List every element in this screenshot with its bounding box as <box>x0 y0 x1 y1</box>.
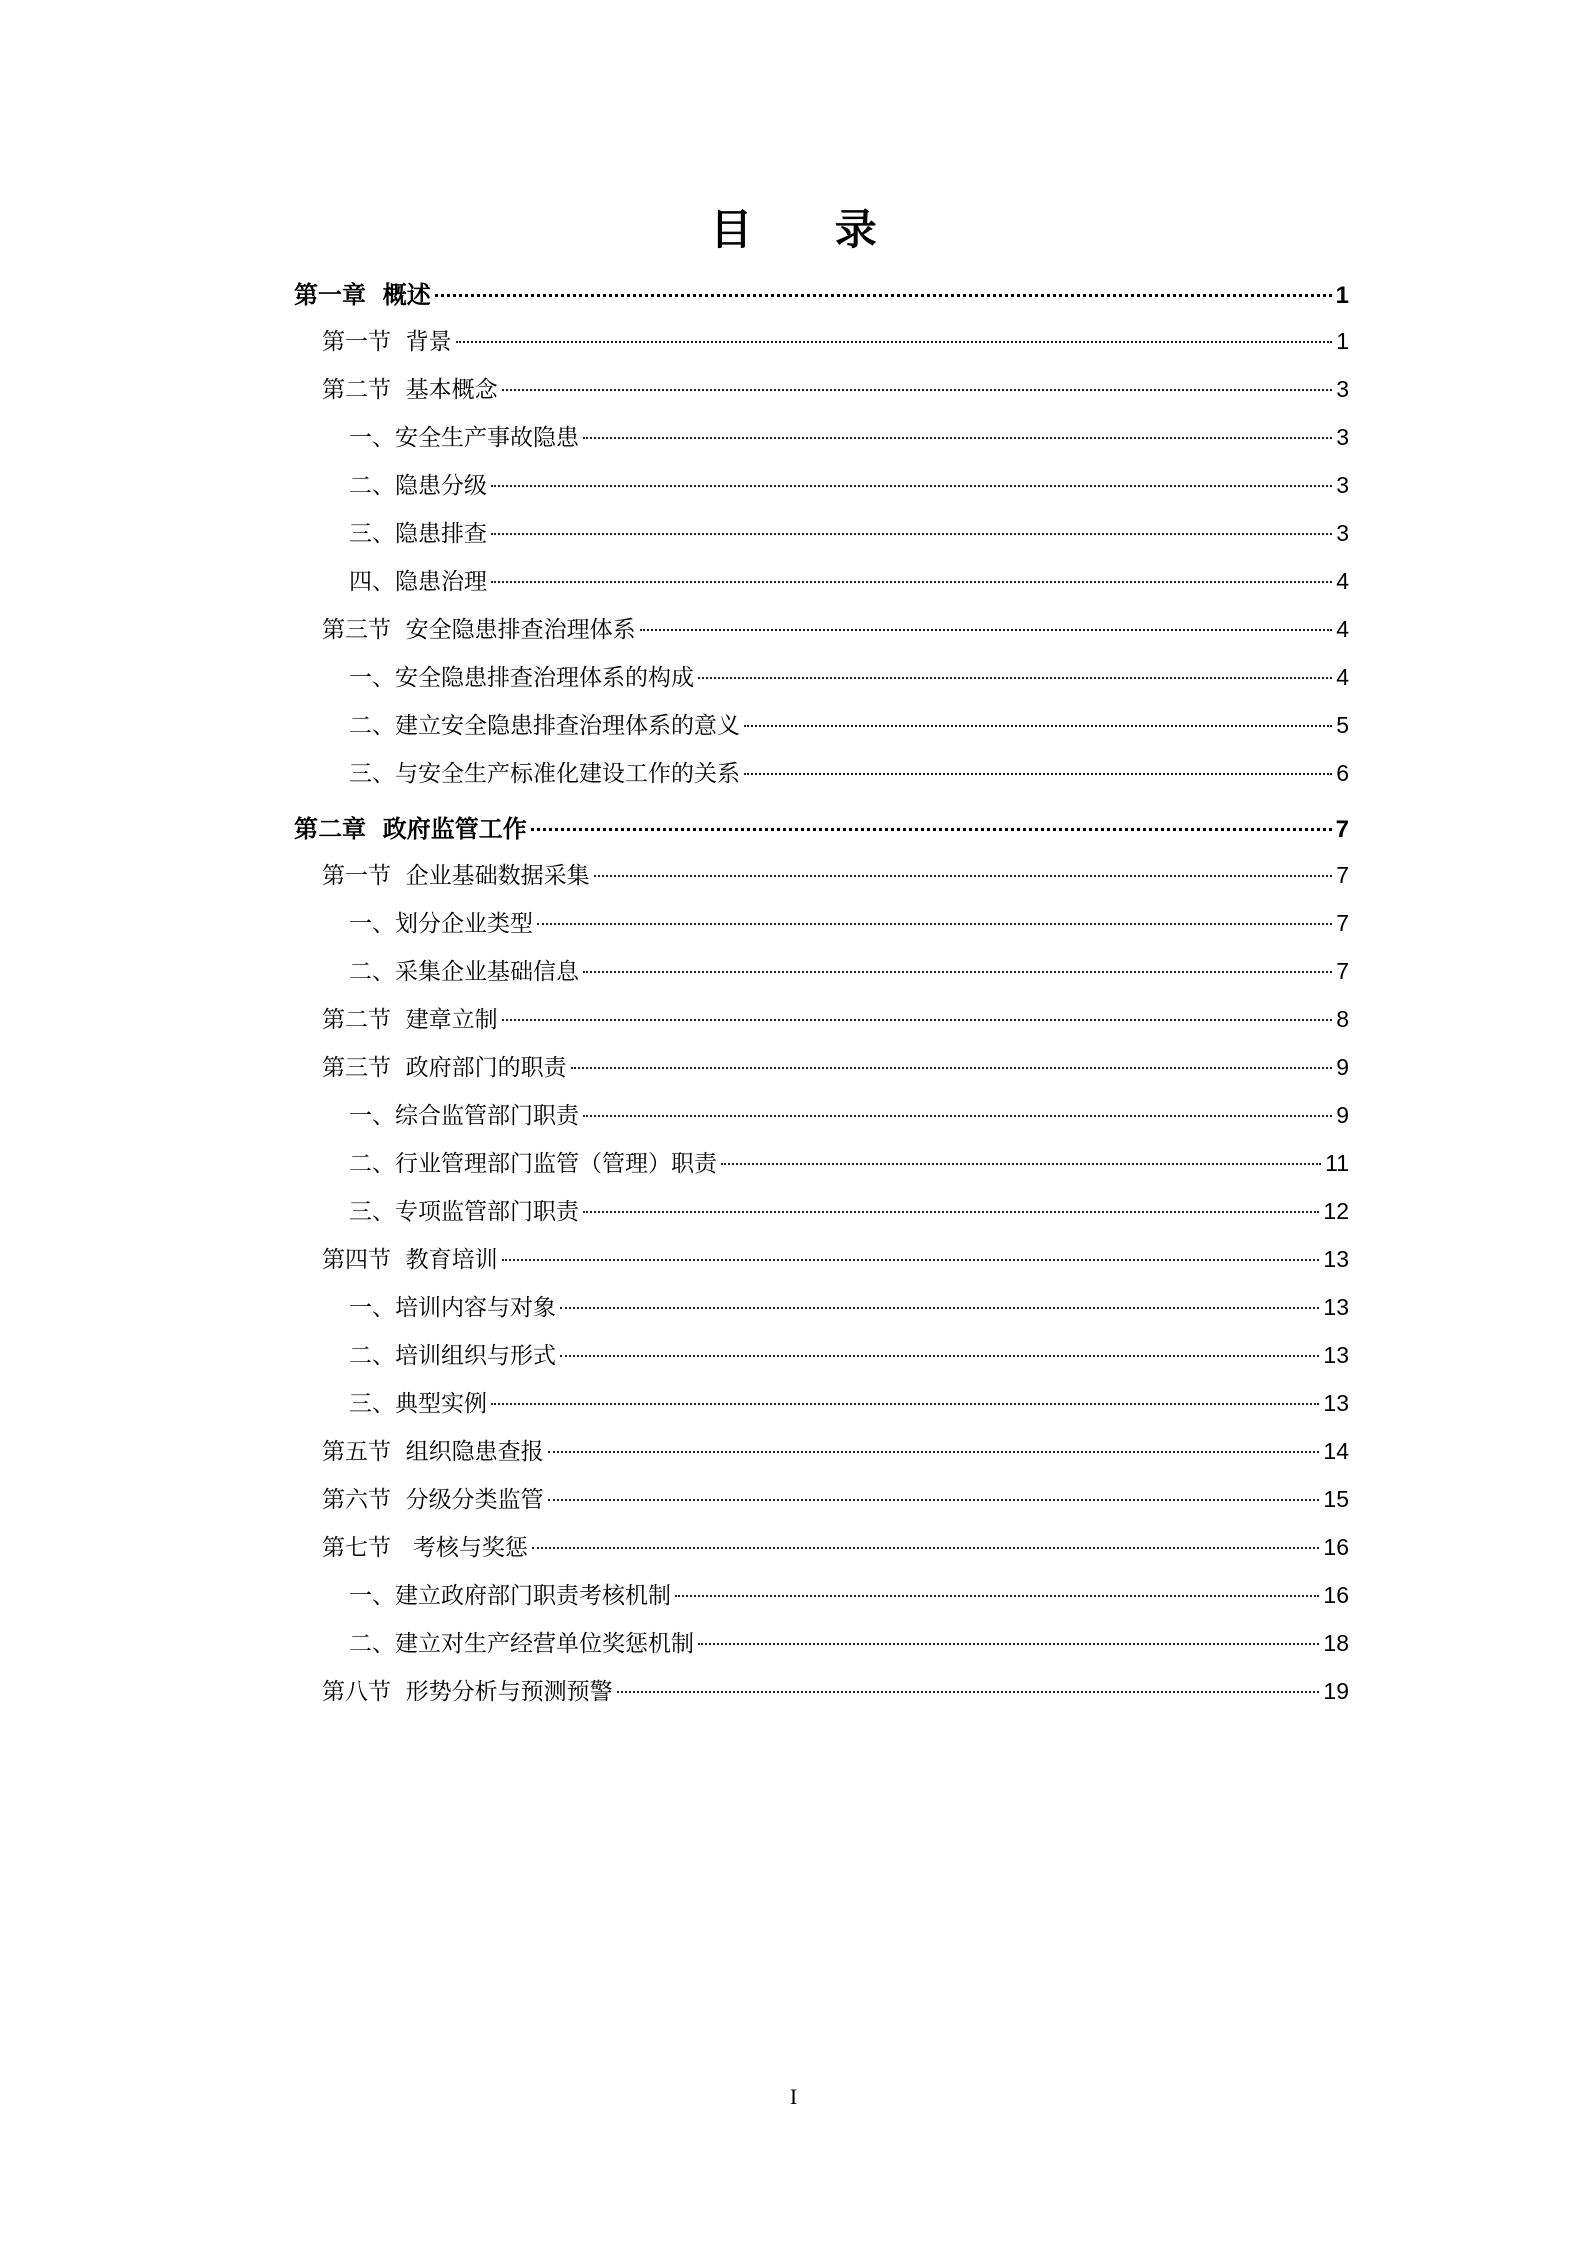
toc-entry-item[interactable] <box>294 1578 1349 1612</box>
toc-entry-label: 第一节 背景 <box>322 329 452 355</box>
toc-entry-label: 二、隐患分级 <box>349 473 487 499</box>
toc-entry-label: 第六节 分级分类监管 <box>322 1487 544 1513</box>
toc-entry-page: 7 <box>1335 816 1349 843</box>
page-number: I <box>789 2084 798 2109</box>
toc-entry-label: 三、专项监管部门职责 <box>349 1199 579 1225</box>
dot-leader <box>537 923 1332 925</box>
toc-entry-page: 5 <box>1336 712 1349 738</box>
toc-entry-page: 13 <box>1323 1342 1349 1368</box>
dot-leader <box>560 1355 1319 1357</box>
toc-entry-label: 一、综合监管部门职责 <box>349 1103 579 1129</box>
toc-entry-page: 7 <box>1336 862 1349 888</box>
toc-entry-label: 一、划分企业类型 <box>349 911 533 937</box>
dot-leader <box>491 533 1332 535</box>
toc-entry-page: 4 <box>1336 616 1349 642</box>
dot-leader <box>502 389 1333 391</box>
dot-leader <box>435 294 1332 297</box>
toc-entry-label: 二、建立安全隐患排查治理体系的意义 <box>349 713 740 739</box>
toc-entry-section[interactable] <box>294 324 1349 358</box>
dot-leader <box>583 437 1332 439</box>
toc-entry-item[interactable] <box>294 1338 1349 1372</box>
toc-entry-item[interactable] <box>294 1098 1349 1132</box>
toc-entry-label: 第三节 安全隐患排查治理体系 <box>322 617 636 643</box>
toc-entry-chapter[interactable] <box>294 812 1349 846</box>
dot-leader <box>491 485 1332 487</box>
toc-entry-label: 三、与安全生产标准化建设工作的关系 <box>349 761 740 787</box>
dot-leader <box>531 828 1332 831</box>
toc-entry-section[interactable] <box>294 1674 1349 1708</box>
dot-leader <box>502 1259 1320 1261</box>
toc-entry-label: 二、培训组织与形式 <box>349 1343 556 1369</box>
toc-entry-label: 二、采集企业基础信息 <box>349 959 579 985</box>
dot-leader <box>617 1691 1320 1693</box>
dot-leader <box>640 629 1333 631</box>
dot-leader <box>594 875 1333 877</box>
toc-entry-item[interactable] <box>294 954 1349 988</box>
toc-entry-label: 一、培训内容与对象 <box>349 1295 556 1321</box>
toc-entry-label: 第七节 考核与奖惩 <box>322 1535 528 1561</box>
toc-entry-item[interactable] <box>294 756 1349 790</box>
toc-entry-chapter[interactable] <box>294 278 1349 312</box>
dot-leader <box>560 1307 1319 1309</box>
toc-entry-page: 3 <box>1336 424 1349 450</box>
toc-entry-label: 一、建立政府部门职责考核机制 <box>349 1583 671 1609</box>
toc-entry-item[interactable] <box>294 660 1349 694</box>
toc-entry-label: 一、安全生产事故隐患 <box>349 425 579 451</box>
toc-entry-label: 二、建立对生产经营单位奖惩机制 <box>349 1631 694 1657</box>
toc-entry-label: 第一节 企业基础数据采集 <box>322 863 590 889</box>
toc-title: 目 录 <box>710 205 911 254</box>
toc-entry-page: 15 <box>1323 1486 1349 1512</box>
toc-entry-section[interactable] <box>294 612 1349 646</box>
toc-entry-page: 3 <box>1336 472 1349 498</box>
dot-leader <box>744 773 1332 775</box>
toc-entry-page: 1 <box>1335 282 1349 309</box>
toc-entry-label: 第三节 政府部门的职责 <box>322 1055 567 1081</box>
toc-entry-item[interactable] <box>294 708 1349 742</box>
dot-leader <box>502 1019 1333 1021</box>
dot-leader <box>548 1499 1320 1501</box>
toc-entry-item[interactable] <box>294 1626 1349 1660</box>
toc-entry-page: 3 <box>1336 520 1349 546</box>
toc-entry-section[interactable] <box>294 1242 1349 1276</box>
toc-entry-item[interactable] <box>294 1386 1349 1420</box>
toc-entry-item[interactable] <box>294 906 1349 940</box>
toc-entry-label: 第一章 概述 <box>294 281 431 309</box>
toc-entry-label: 第四节 教育培训 <box>322 1247 498 1273</box>
dot-leader <box>583 971 1332 973</box>
dot-leader <box>491 1403 1319 1405</box>
toc-entry-item[interactable] <box>294 1290 1349 1324</box>
dot-leader <box>491 581 1332 583</box>
toc-entry-label: 第八节 形势分析与预测预警 <box>322 1679 613 1705</box>
toc-entry-item[interactable] <box>294 516 1349 550</box>
toc-entry-item[interactable] <box>294 468 1349 502</box>
dot-leader <box>721 1163 1321 1165</box>
toc-entry-page: 19 <box>1323 1678 1349 1704</box>
dot-leader <box>744 725 1332 727</box>
toc-entry-section[interactable] <box>294 1050 1349 1084</box>
toc-entry-label: 第五节 组织隐患查报 <box>322 1439 544 1465</box>
toc-entry-page: 13 <box>1323 1246 1349 1272</box>
toc-entry-page: 11 <box>1325 1150 1349 1176</box>
table-of-contents <box>294 278 1349 1708</box>
toc-entry-label: 第二章 政府监管工作 <box>294 815 527 843</box>
toc-entry-label: 第二节 建章立制 <box>322 1007 498 1033</box>
toc-entry-label: 二、行业管理部门监管（管理）职责 <box>349 1151 717 1177</box>
toc-entry-page: 12 <box>1323 1198 1349 1224</box>
toc-entry-section[interactable] <box>294 372 1349 406</box>
toc-entry-section[interactable] <box>294 858 1349 892</box>
toc-entry-page: 13 <box>1323 1294 1349 1320</box>
toc-entry-item[interactable] <box>294 1146 1349 1180</box>
dot-leader <box>456 341 1333 343</box>
toc-entry-page: 16 <box>1323 1534 1349 1560</box>
toc-entry-item[interactable] <box>294 420 1349 454</box>
toc-entry-page: 3 <box>1336 376 1349 402</box>
toc-entry-page: 7 <box>1336 910 1349 936</box>
toc-entry-section[interactable] <box>294 1482 1349 1516</box>
toc-entry-page: 9 <box>1336 1054 1349 1080</box>
dot-leader <box>583 1211 1319 1213</box>
toc-entry-page: 1 <box>1336 328 1349 354</box>
toc-entry-page: 4 <box>1336 664 1349 690</box>
dot-leader <box>583 1115 1332 1117</box>
toc-entry-page: 8 <box>1336 1006 1349 1032</box>
dot-leader <box>675 1595 1319 1597</box>
dot-leader <box>548 1451 1320 1453</box>
toc-entry-page: 9 <box>1336 1102 1349 1128</box>
toc-entry-item[interactable] <box>294 1194 1349 1228</box>
toc-entry-section[interactable] <box>294 1002 1349 1036</box>
toc-entry-label: 四、隐患治理 <box>349 569 487 595</box>
toc-entry-label: 三、典型实例 <box>349 1391 487 1417</box>
toc-entry-label: 三、隐患排查 <box>349 521 487 547</box>
toc-entry-page: 4 <box>1336 568 1349 594</box>
toc-entry-page: 6 <box>1336 760 1349 786</box>
toc-entry-page: 7 <box>1336 958 1349 984</box>
toc-entry-page: 13 <box>1323 1390 1349 1416</box>
toc-entry-page: 14 <box>1323 1438 1349 1464</box>
toc-entry-item[interactable] <box>294 564 1349 598</box>
dot-leader <box>698 1643 1319 1645</box>
toc-entry-section[interactable] <box>294 1434 1349 1468</box>
toc-entry-label: 第二节 基本概念 <box>322 377 498 403</box>
dot-leader <box>532 1547 1319 1549</box>
dot-leader <box>698 677 1332 679</box>
toc-entry-page: 18 <box>1323 1630 1349 1656</box>
dot-leader <box>571 1067 1333 1069</box>
toc-entry-page: 16 <box>1323 1582 1349 1608</box>
toc-entry-label: 一、安全隐患排查治理体系的构成 <box>349 665 694 691</box>
toc-entry-section[interactable] <box>294 1530 1349 1564</box>
